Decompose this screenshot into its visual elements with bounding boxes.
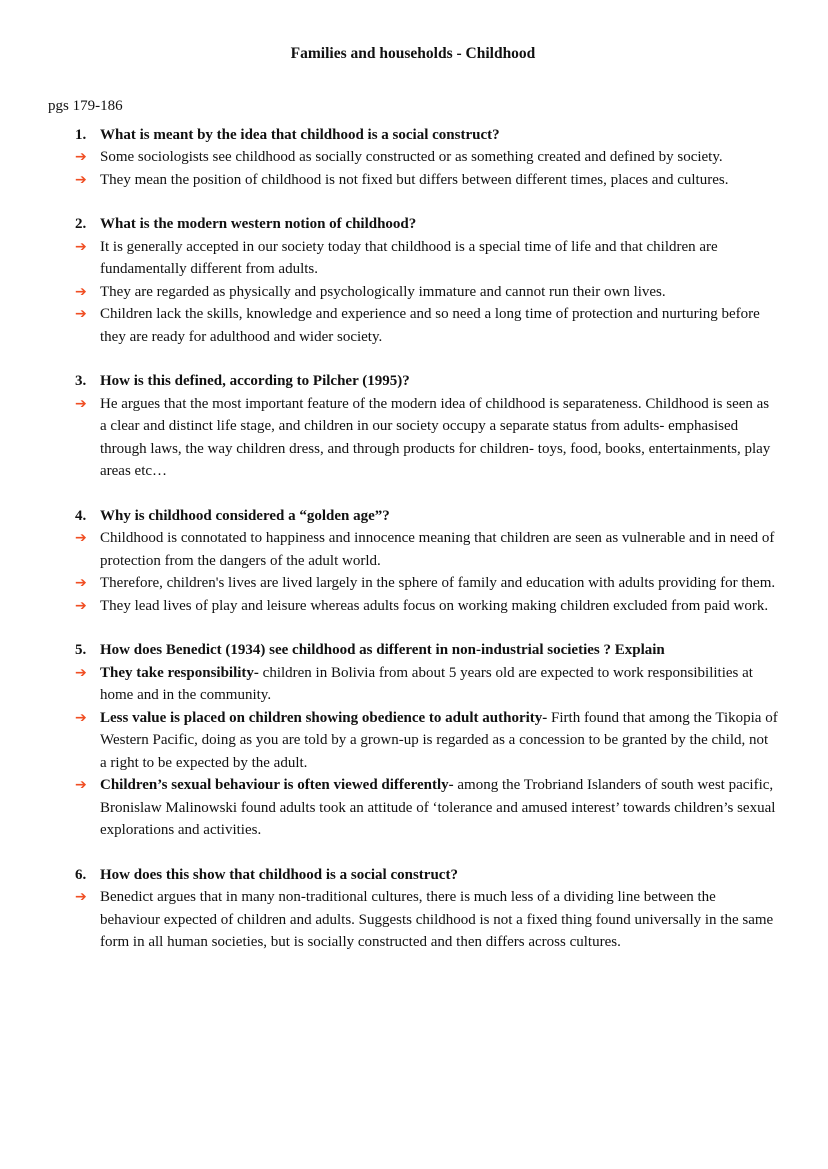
bullet-body-text: Some sociologists see childhood as socially constructed or as something created and defined by society. (100, 149, 723, 166)
arrow-bullet-icon: ➔ (75, 238, 87, 255)
bullet-text (100, 236, 778, 281)
bullet-bold-lead: Children’s sexual behaviour is often viewed differently- (100, 777, 454, 794)
arrow-bullet-icon: ➔ (75, 709, 87, 726)
arrow-bullet-icon: ➔ (75, 171, 87, 188)
question-number: 2. (75, 216, 87, 233)
question-text: What is meant by the idea that childhood is a social construct? (100, 126, 500, 143)
arrow-bullet-icon: ➔ (75, 777, 87, 794)
question-text: Why is childhood considered a “golden age”? (100, 507, 390, 524)
bullet-item (48, 527, 778, 572)
bullet-item (48, 707, 778, 775)
bullet-text (100, 707, 778, 775)
bullet-body-text: They lead lives of play and leisure whereas adults focus on working making children excluded from paid work. (100, 597, 769, 614)
bullet-text (100, 169, 778, 192)
bullet-item (48, 886, 778, 954)
bullet-item (48, 572, 778, 595)
bullet-text (100, 595, 778, 618)
bullet-body-text: among the Trobriand Islanders of south west pacific, Bronislaw Malinowski found adults took an attitude of ‘tolerance and amused interest’ towards children’s sexual explorations and activities. (100, 777, 776, 839)
bullet-bold-lead: They take responsibility- (100, 664, 259, 681)
arrow-bullet-icon: ➔ (75, 575, 87, 592)
qa-section (48, 370, 778, 483)
bullet-body-text: Childhood is connotated to happiness and innocence meaning that children are seen as vulnerable and in need of protection from the dangers of the adult world. (100, 530, 775, 569)
document-title: Families and households - Childhood (290, 45, 536, 62)
question-row (48, 213, 778, 236)
bullet-item (48, 662, 778, 707)
bullet-item (48, 146, 778, 169)
question-number: 6. (75, 866, 87, 883)
bullet-item (48, 303, 778, 348)
qa-section (48, 639, 778, 842)
bullet-item (48, 169, 778, 192)
bullet-text (100, 774, 778, 842)
bullet-body-text: He argues that the most important feature of the modern idea of childhood is separateness. Childhood is seen as a clear and distinct life stage, and children in our society occupy a separate status from adults- emphasised through laws, the way children dress, and through products for children- toys, food, books, entertainments, play areas etc… (100, 395, 771, 480)
bullet-body-text: It is generally accepted in our society today that childhood is a special time of life and that children are fundamentally different from adults. (100, 238, 718, 278)
arrow-bullet-icon: ➔ (75, 530, 87, 547)
qa-section (48, 213, 778, 348)
question-row (48, 505, 778, 528)
bullet-text (100, 146, 778, 169)
question-row (48, 124, 778, 147)
bullet-bold-lead: Less value is placed on children showing obedience to adult authority- (100, 709, 548, 726)
bullet-item (48, 774, 778, 842)
qa-section (48, 864, 778, 954)
page-range-label: pgs 179-186 (48, 98, 123, 115)
question-row (48, 639, 778, 662)
bullet-item (48, 595, 778, 618)
bullet-body-text: They are regarded as physically and psychologically immature and cannot run their own lives. (100, 283, 666, 300)
question-row (48, 370, 778, 393)
question-text: How does this show that childhood is a social construct? (100, 866, 458, 883)
bullet-text (100, 886, 778, 954)
bullet-text (100, 662, 778, 707)
arrow-bullet-icon: ➔ (75, 306, 87, 323)
question-text: How is this defined, according to Pilcher (1995)? (100, 373, 410, 390)
arrow-bullet-icon: ➔ (75, 149, 87, 166)
sections-container (48, 124, 778, 954)
bullet-item (48, 236, 778, 281)
question-number: 1. (75, 126, 87, 143)
bullet-item (48, 281, 778, 304)
arrow-bullet-icon: ➔ (75, 664, 87, 681)
bullet-body-text: They mean the position of childhood is not fixed but differs between different times, places and cultures. (100, 171, 729, 188)
question-number: 4. (75, 507, 87, 524)
arrow-bullet-icon: ➔ (75, 283, 87, 300)
qa-section (48, 505, 778, 618)
bullet-item (48, 393, 778, 483)
bullet-text (100, 572, 778, 595)
question-text: How does Benedict (1934) see childhood as different in non-industrial societies ? Explain (100, 642, 665, 659)
arrow-bullet-icon: ➔ (75, 889, 87, 906)
question-number: 3. (75, 373, 87, 390)
bullet-body-text: Benedict argues that in many non-traditional cultures, there is much less of a dividing line between the behaviour expected of children and adults. Suggests childhood is not a fixed thing found universally in the same form in all human societies, but is socially constructed and then differs across cultures. (100, 889, 774, 951)
question-row (48, 864, 778, 887)
qa-section (48, 124, 778, 192)
bullet-text (100, 303, 778, 348)
bullet-body-text: Therefore, children's lives are lived largely in the sphere of family and education with adults providing for them. (100, 575, 776, 592)
bullet-body-text: children in Bolivia from about 5 years old are expected to work responsibilities at home and in the community. (100, 664, 753, 704)
arrow-bullet-icon: ➔ (75, 395, 87, 412)
bullet-text (100, 281, 778, 304)
bullet-body-text: Firth found that among the Tikopia of Western Pacific, doing as you are told by a grown-up is regarded as a concession to be granted by the child, not a right to be expected by the adult. (100, 709, 778, 771)
bullet-text (100, 527, 778, 572)
question-text: What is the modern western notion of childhood? (100, 216, 417, 233)
arrow-bullet-icon: ➔ (75, 597, 87, 614)
question-number: 5. (75, 642, 87, 659)
bullet-text (100, 393, 778, 483)
bullet-body-text: Children lack the skills, knowledge and experience and so need a long time of protection and nurturing before they are ready for adulthood and wider society. (100, 306, 760, 345)
